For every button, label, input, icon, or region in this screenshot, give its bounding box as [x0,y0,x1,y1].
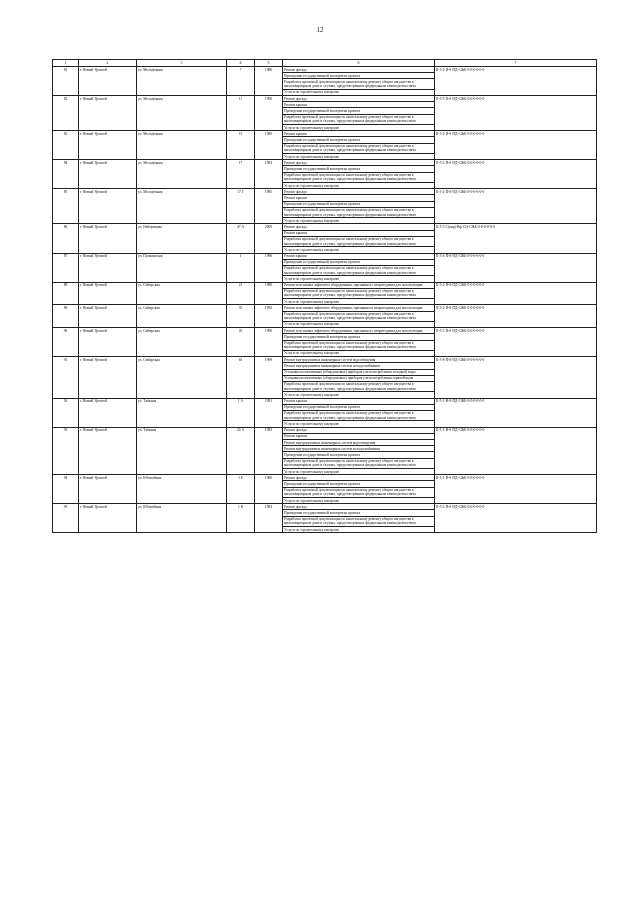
row-number-cell: 95 [53,504,79,533]
building-code-cell: II-5-2-П-0-ПД-СЖБ-0-0-0-0-0-0 [435,189,597,224]
work-type-cell: Услуги по строительному контролю [283,527,435,533]
city-cell: г. Новый Уренгой [79,224,137,253]
street-cell: ул. Юбилейная [137,504,227,533]
row-number-cell: 93 [53,427,79,475]
work-type-cell: Ремонт фасада [283,427,435,433]
work-type-cell: Услуги по строительному контролю [283,498,435,504]
work-type-cell: Ремонт внутридомовых инженерных систем водоотведения [283,440,435,446]
house-number-cell: 1 В [227,504,255,533]
work-type-cell: Услуги по строительному контролю [283,154,435,160]
street-cell: ул. Молодёжная [137,160,227,189]
house-number-cell: 1 Б [227,475,255,504]
city-cell: г. Новый Уренгой [79,253,137,282]
building-code-cell: II-5-1-П-0-ПД-СЖБ-0-0-0-0-0-0 [435,328,597,357]
city-cell: г. Новый Уренгой [79,398,137,427]
table-body [53,67,597,533]
work-type-cell: Проведение государственной экспертизы проекта [283,404,435,410]
build-year-cell: 1999 [255,357,283,398]
build-year-cell: 1983 [255,427,283,475]
work-type-cell: Разработка проектной документации по капитальному ремонту общего имущества в многоквартирном доме в случаях, предусмотренных федеральным законодательством [283,265,435,275]
street-cell: ул. Молодёжная [137,67,227,96]
work-type-cell: Услуги по строительному контролю [283,299,435,305]
work-type-cell: Разработка проектной документации по капитальному ремонту общего имущества в многоквартирном доме в случаях, предусмотренных федеральным законодательством [283,79,435,89]
building-code-cell: II-5-5-П-0-ПД-СЖБ-0-0-0-0-0-0 [435,96,597,131]
row-number-cell: 90 [53,328,79,357]
work-type-cell: Услуги по строительному контролю [283,218,435,224]
build-year-cell: 1988 [255,282,283,305]
build-year-cell: 1996 [255,328,283,357]
work-type-cell: Услуги по строительному контролю [283,247,435,253]
city-cell: г. Новый Уренгой [79,160,137,189]
street-cell: ул. Молодёжная [137,189,227,224]
house-number-cell: 47 А [227,224,255,253]
work-type-cell: Разработка проектной документации по капитальному ремонту общего имущества в многоквартирном доме в случаях, предусмотренных федеральным законодательством [283,114,435,124]
street-cell: ул. Таёжная [137,427,227,475]
work-type-cell: Разработка проектной документации по капитальному ремонту общего имущества в многоквартирном доме в случаях, предусмотренных федеральным законодательством [283,311,435,321]
work-type-cell: Разработка проектной документации по капитальному ремонту общего имущества в многоквартирном доме в случаях, предусмотренных федеральным законодательством [283,458,435,468]
street-cell: ул. Сибирская [137,357,227,398]
work-type-cell: Ремонт фасада [283,224,435,230]
work-type-cell: Ремонт фасада [283,96,435,102]
house-number-cell: 15 [227,131,255,160]
row-number-cell: 85 [53,189,79,224]
street-cell: ул. Пушкинская [137,253,227,282]
street-cell: ул. Молодёжная [137,96,227,131]
work-type-cell: Ремонт крыши [283,195,435,201]
work-type-cell: Услуги по строительному контролю [283,421,435,427]
column-header: 3 [137,60,227,67]
city-cell: г. Новый Уренгой [79,96,137,131]
row-number-cell: 89 [53,305,79,328]
building-code-cell: II-5-1-Н-0-ПД-СЖБ-0-0-0-0-0-0 [435,427,597,475]
work-type-cell: Ремонт крыши [283,398,435,404]
work-type-cell: Услуги по строительному контролю [283,350,435,356]
building-code-cell: II-5-2-П-0-ПД-СЖБ-0-0-0-0-0-0 [435,282,597,305]
row-number-cell: 84 [53,160,79,189]
row-number-cell: 87 [53,253,79,282]
work-type-cell: Ремонт или замена лифтового оборудования, признанного непригодным для эксплуатации [283,282,435,288]
building-code-cell: II-5-8-П-0-ПД-СЖБ-0-0-0-0-0-0 [435,357,597,398]
building-code-cell: II-5-2-П-0-ПД-СЖБ-0-0-0-0-0-0 [435,131,597,160]
work-type-cell: Услуги по строительному контролю [283,276,435,282]
building-code-cell: II-5-2-П-0-ПД-СЖБ-0-0-0-0-0-0 [435,504,597,533]
city-cell: г. Новый Уренгой [79,328,137,357]
work-type-cell: Проведение государственной экспертизы проекта [283,166,435,172]
work-type-cell: Ремонт или замена лифтового оборудования, признанного непригодным для эксплуатации [283,305,435,311]
work-type-cell: Ремонт внутридомовых инженерных систем холодоснабжения [283,446,435,452]
work-type-cell: Ремонт крыши [283,102,435,108]
row-number-cell: 94 [53,475,79,504]
street-cell: ул. Набережная [137,224,227,253]
work-type-cell: Ремонт внутридомовых инженерных систем холодоснабжения [283,363,435,369]
capital-repair-table [52,59,597,533]
work-type-cell: Проведение государственной экспертизы проекта [283,201,435,207]
work-type-cell: Услуги по строительному контролю [283,125,435,131]
street-cell: ул. Таёжная [137,398,227,427]
build-year-cell: 1984 [255,504,283,533]
work-type-cell: Ремонт фасада [283,504,435,510]
page-number: 12 [316,26,324,34]
row-number-cell: 81 [53,67,79,96]
work-type-cell: Установка коллективных (общедомовых) приборов учета потребления холодной воды [283,369,435,375]
work-type-cell: Ремонт фасада [283,475,435,481]
build-year-cell: 1985 [255,189,283,224]
house-number-cell: 63 [227,357,255,398]
column-header: 1 [53,60,79,67]
street-cell: ул. Молодёжная [137,131,227,160]
column-header: 6 [283,60,435,67]
work-type-cell: Разработка проектной документации по капитальному ремонту общего имущества в многоквартирном доме в случаях, предусмотренных федеральным законодательством [283,516,435,526]
row-number-cell: 91 [53,357,79,398]
work-type-cell: Разработка проектной документации по капитальному ремонту общего имущества в многоквартирном доме в случаях, предусмотренных федеральным законодательством [283,381,435,391]
city-cell: г. Новый Уренгой [79,357,137,398]
work-type-cell: Ремонт фасада [283,189,435,195]
build-year-cell: 1986 [255,67,283,96]
house-number-cell: 1 [227,253,255,282]
house-number-cell: 1 А [227,398,255,427]
city-cell: г. Новый Уренгой [79,305,137,328]
work-type-cell: Разработка проектной документации по капитальному ремонту общего имущества в многоквартирном доме в случаях, предусмотренных федеральным законодательством [283,143,435,153]
city-cell: г. Новый Уренгой [79,427,137,475]
work-type-cell: Проведение государственной экспертизы проекта [283,73,435,79]
work-type-cell: Проведение государственной экспертизы проекта [283,108,435,114]
work-type-cell: Проведение государственной экспертизы проекта [283,481,435,487]
build-year-cell: 1990 [255,96,283,131]
row-number-cell: 88 [53,282,79,305]
work-type-cell: Разработка проектной документации по капитальному ремонту общего имущества в многоквартирном доме в случаях, предусмотренных федеральным законодательством [283,340,435,350]
work-type-cell: Разработка проектной документации по капитальному ремонту общего имущества в многоквартирном доме в случаях, предусмотренных федеральным законодательством [283,410,435,420]
street-cell: ул. Юбилейная [137,475,227,504]
city-cell: г. Новый Уренгой [79,282,137,305]
house-number-cell: 45 [227,328,255,357]
column-header: 5 [255,60,283,67]
building-code-cell: II-5-2-П-0-ПД-СЖБ-0-0-0-0-0-0 [435,67,597,96]
work-type-cell: Разработка проектной документации по капитальному ремонту общего имущества в многоквартирном доме в случаях, предусмотренных федеральным законодательством [283,172,435,182]
street-cell: ул. Сибирская [137,282,227,305]
work-type-cell: Ремонт крыши [283,433,435,439]
building-code-cell: II-5-1-П-0-ПД-СЖБ-0-0-0-0-0-0 [435,475,597,504]
building-code-cell: II-5-4-П-0-ПД-СЖБ-0-0-0-0-0-0 [435,253,597,282]
building-code-cell: II-5-5-С(кир)-Вф-СЦ-СЖБ-0-0-0-0-0-0 [435,224,597,253]
building-code-cell: II-5-2-П-0-ПД-СЖБ-0-0-0-0-0-0 [435,160,597,189]
house-number-cell: 17 [227,160,255,189]
city-cell: г. Новый Уренгой [79,475,137,504]
row-number-cell: 83 [53,131,79,160]
work-type-cell: Услуги по строительному контролю [283,392,435,398]
table-row [53,328,597,334]
work-type-cell: Ремонт крыши [283,230,435,236]
work-type-cell: Услуги по строительному контролю [283,89,435,95]
city-cell: г. Новый Уренгой [79,131,137,160]
work-type-cell: Установка коллективных (общедомовых) приборов учета потребления горячей воды [283,375,435,381]
house-number-cell: 7 [227,67,255,96]
work-type-cell: Проведение государственной экспертизы проекта [283,334,435,340]
build-year-cell: 1996 [255,253,283,282]
column-header: 2 [79,60,137,67]
work-type-cell: Ремонт крыши [283,131,435,137]
work-type-cell: Проведение государственной экспертизы проекта [283,510,435,516]
city-cell: г. Новый Уренгой [79,189,137,224]
row-number-cell: 86 [53,224,79,253]
work-type-cell: Ремонт фасада [283,67,435,73]
building-code-cell: II-5-2-П-0-ПД-СЖБ-0-0-0-0-0-0 [435,305,597,328]
row-number-cell: 82 [53,96,79,131]
build-year-cell: 1992 [255,305,283,328]
work-type-cell: Ремонт или замена лифтового оборудования, признанного непригодным для эксплуатации [283,328,435,334]
work-type-cell: Ремонт крыши [283,253,435,259]
house-number-cell: 11 [227,96,255,131]
building-code-cell: II-5-1-Н-0-ПД-СЖБ-0-0-0-0-0-0 [435,398,597,427]
house-number-cell: 35 [227,305,255,328]
work-type-cell: Разработка проектной документации по капитальному ремонту общего имущества в многоквартирном доме в случаях, предусмотренных федеральным законодательством [283,207,435,217]
build-year-cell: 1991 [255,398,283,427]
work-type-cell: Проведение государственной экспертизы проекта [283,259,435,265]
build-year-cell: 2009 [255,224,283,253]
work-type-cell: Ремонт внутридомовых инженерных систем водоотведения [283,357,435,363]
column-header: 4 [227,60,255,67]
work-type-cell: Услуги по строительному контролю [283,469,435,475]
house-number-cell: 24 А [227,427,255,475]
work-type-cell: Проведение государственной экспертизы проекта [283,137,435,143]
house-number-cell: 21 [227,282,255,305]
row-number-cell: 92 [53,398,79,427]
city-cell: г. Новый Уренгой [79,504,137,533]
build-year-cell: 1984 [255,160,283,189]
work-type-cell: Разработка проектной документации по капитальному ремонту общего имущества в многоквартирном доме в случаях, предусмотренных федеральным законодательством [283,236,435,246]
house-number-cell: 17 Г [227,189,255,224]
work-type-cell: Ремонт фасада [283,160,435,166]
work-type-cell: Услуги по строительному контролю [283,183,435,189]
street-cell: ул. Сибирская [137,305,227,328]
work-type-cell: Услуги по строительному контролю [283,321,435,327]
work-type-cell: Разработка проектной документации по капитальному ремонту общего имущества в многоквартирном доме в случаях, предусмотренных федеральным законодательством [283,288,435,298]
work-type-cell: Разработка проектной документации по капитальному ремонту общего имущества в многоквартирном доме в случаях, предусмотренных федеральным законодательством [283,487,435,497]
work-type-cell: Проведение государственной экспертизы проекта [283,452,435,458]
column-header: 7 [435,60,597,67]
build-year-cell: 1985 [255,131,283,160]
street-cell: ул. Сибирская [137,328,227,357]
build-year-cell: 1980 [255,475,283,504]
city-cell: г. Новый Уренгой [79,67,137,96]
column-number-row [53,60,597,67]
